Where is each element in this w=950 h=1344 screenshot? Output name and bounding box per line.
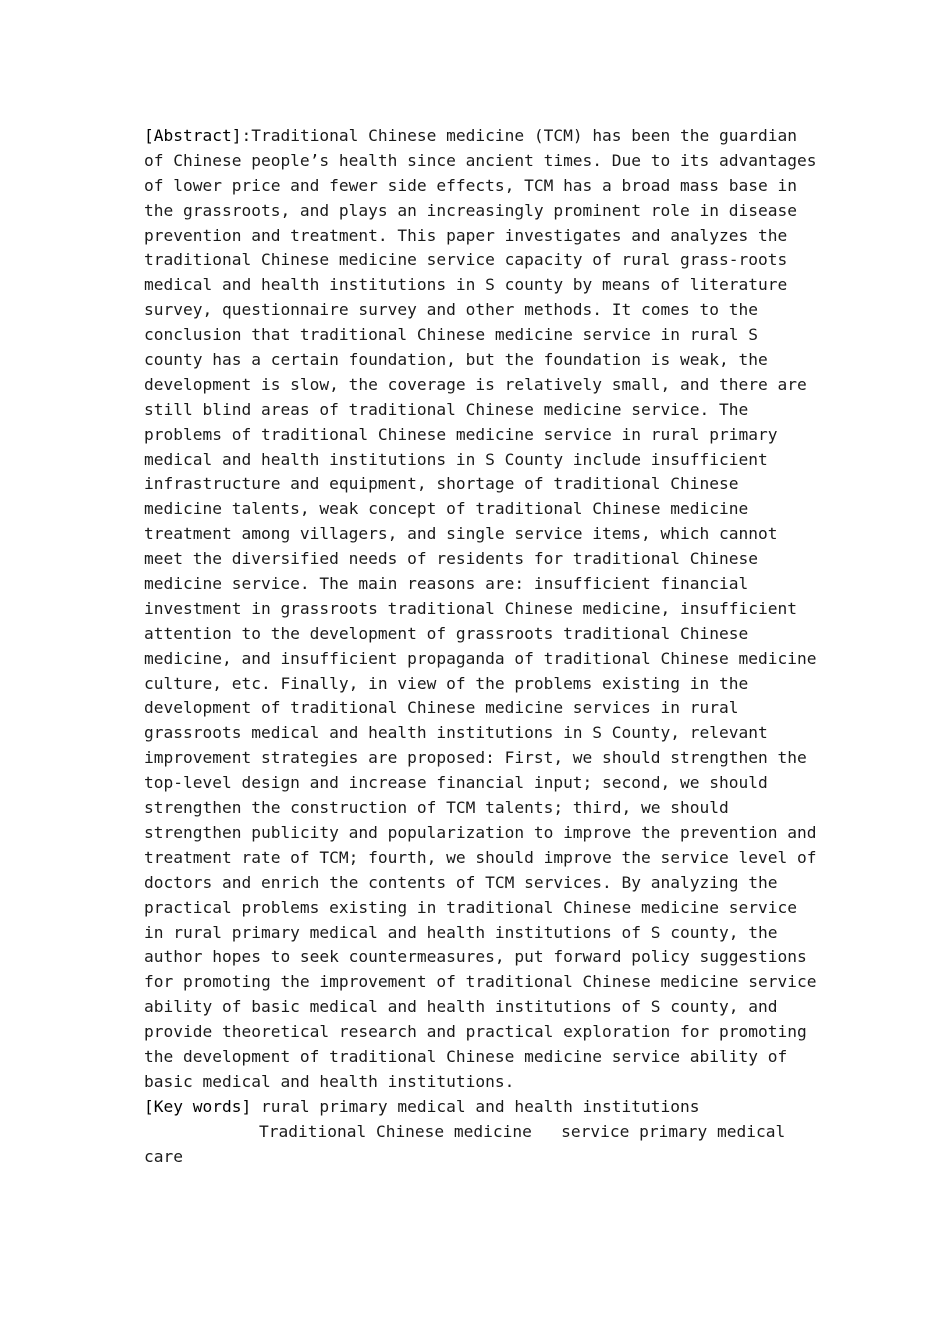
keywords-label: [Key words] — [144, 1096, 252, 1116]
abstract-text-line: strengthen the construction of TCM talents; third, we should — [144, 798, 729, 818]
abstract-text-line: still blind areas of traditional Chinese medicine service. The — [144, 399, 749, 419]
keywords-text: care — [144, 1146, 183, 1166]
abstract-text-line: strengthen publicity and popularization to improve the prevention and — [144, 822, 817, 842]
abstract-text-line: top-level design and increase financial input; second, we should — [144, 773, 768, 793]
abstract-text-line: development is slow, the coverage is relatively small, and there are — [144, 374, 807, 394]
abstract-text-line: medical and health institutions in S county by means of literature — [144, 275, 788, 295]
abstract-text-line: basic medical and health institutions. — [144, 1071, 515, 1091]
abstract-text-line: in rural primary medical and health institutions of S county, the — [144, 922, 778, 942]
abstract-text-line: investment in grassroots traditional Chinese medicine, insufficient — [144, 598, 797, 618]
abstract-text-line: of Chinese people’s health since ancient times. Due to its advantages — [144, 150, 817, 170]
abstract-label: [Abstract] — [144, 126, 242, 145]
abstract-text-line: practical problems existing in traditional Chinese medicine service — [144, 897, 797, 917]
abstract-first-line — [144, 124, 816, 149]
abstract-text-line: of lower price and fewer side effects, TCM has a broad mass base in — [144, 175, 797, 195]
abstract-page — [144, 124, 816, 1169]
abstract-text-line: infrastructure and equipment, shortage of traditional Chinese — [144, 474, 739, 494]
abstract-text-line: meet the diversified needs of residents for traditional Chinese — [144, 549, 758, 569]
keywords-text: rural primary medical and health institutions — [251, 1096, 700, 1116]
keywords-first-line — [144, 1095, 816, 1120]
abstract-section — [144, 124, 816, 1095]
keywords-section — [144, 1095, 816, 1170]
abstract-text-line: medicine talents, weak concept of traditional Chinese medicine — [144, 499, 749, 519]
abstract-text-line: county has a certain foundation, but the foundation is weak, the — [144, 350, 768, 370]
keywords-text: Traditional Chinese medicine service primary medical — [259, 1121, 786, 1141]
abstract-text-line: traditional Chinese medicine service capacity of rural grass-roots — [144, 250, 788, 270]
abstract-text-line: medicine, and insufficient propaganda of traditional Chinese medicine — [144, 648, 817, 668]
abstract-text-line: author hopes to seek countermeasures, put forward policy suggestions — [144, 947, 807, 967]
abstract-text-line: improvement strategies are proposed: First, we should strengthen the — [144, 748, 807, 768]
abstract-text-line: doctors and enrich the contents of TCM services. By analyzing the — [144, 872, 778, 892]
abstract-text-line: survey, questionnaire survey and other methods. It comes to the — [144, 300, 758, 320]
abstract-text-line: culture, etc. Finally, in view of the problems existing in the — [144, 673, 749, 693]
abstract-text-line: :Traditional Chinese medicine (TCM) has been the guardian — [241, 126, 797, 145]
abstract-text-line: provide theoretical research and practical exploration for promoting — [144, 1022, 807, 1042]
abstract-text-line: for promoting the improvement of traditional Chinese medicine service — [144, 972, 817, 992]
abstract-text-line: the development of traditional Chinese medicine service ability of — [144, 1046, 788, 1066]
abstract-text-line: attention to the development of grassroots traditional Chinese — [144, 623, 749, 643]
abstract-text-line: the grassroots, and plays an increasingly prominent role in disease — [144, 200, 797, 220]
abstract-text-line: ability of basic medical and health institutions of S county, and — [144, 997, 778, 1017]
abstract-text-line: medicine service. The main reasons are: insufficient financial — [144, 574, 749, 594]
abstract-text-line: conclusion that traditional Chinese medicine service in rural S — [144, 325, 758, 345]
abstract-text-line: prevention and treatment. This paper investigates and analyzes the — [144, 225, 788, 245]
abstract-text-line: grassroots medical and health institutions in S County, relevant — [144, 723, 768, 743]
abstract-text-line: development of traditional Chinese medicine services in rural — [144, 698, 739, 718]
abstract-text-line: treatment among villagers, and single service items, which cannot — [144, 524, 778, 544]
abstract-text-line: problems of traditional Chinese medicine service in rural primary — [144, 424, 778, 444]
abstract-text-line: treatment rate of TCM; fourth, we should improve the service level of — [144, 847, 817, 867]
abstract-text-line: medical and health institutions in S County include insufficient — [144, 449, 768, 469]
